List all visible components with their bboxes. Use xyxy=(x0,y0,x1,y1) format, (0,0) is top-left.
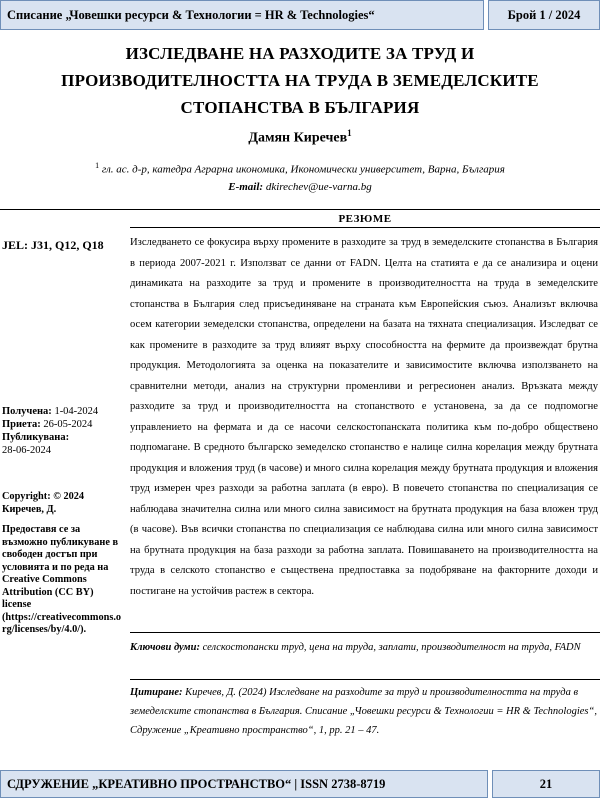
article-title: ИЗСЛЕДВАНЕ НА РАЗХОДИТЕ ЗА ТРУД И ПРОИЗВОДИТЕЛНОСТТА НА ТРУДА В ЗЕМЕДЕЛСКИТЕ СТОПАНСТВА В БЪЛГАРИЯ xyxy=(61,44,539,117)
author xyxy=(0,128,600,147)
page-footer xyxy=(0,770,600,800)
copyright-block xyxy=(2,491,124,637)
page-number: 21 xyxy=(492,770,600,798)
affiliation-sup: 1 xyxy=(95,161,100,170)
published-date: 28-06-2024 xyxy=(2,445,51,456)
journal-title: Списание „Човешки ресурси & Технологии = HR & Technologies“ xyxy=(0,0,484,30)
page-header xyxy=(0,0,600,32)
keywords-text: селскостопански труд, цена на труда, заплати, производителност на труда, FADN xyxy=(202,642,581,653)
license-text: Предоставя се за възможно публикуване в свободен достъп при условията и по реда на Creative Commons Attribution (CC BY) license (https://creativecommons.org/licenses/by/4.0/). xyxy=(2,524,122,635)
email-address[interactable]: dkirechev@ue-varna.bg xyxy=(265,181,372,193)
keywords-label: Ключови думи: xyxy=(130,642,200,653)
divider-top xyxy=(0,209,600,210)
dates-block xyxy=(2,405,124,457)
citation-text: Киречев, Д. (2024) Изследване на разходите за труд и производителността на труда в земеделските стопанства в България. Списание „Човешки ресурси & Технологии = HR & Technologies“, Сдружение „Креативно пространство“, 1, pp. 21 – 47. xyxy=(130,687,597,736)
keywords xyxy=(130,638,598,657)
received-date: 1-04-2024 xyxy=(54,406,99,417)
divider-citation xyxy=(130,679,600,680)
author-name: Дамян Киречев xyxy=(248,130,348,146)
publisher-issn: СДРУЖЕНИЕ „КРЕАТИВНО ПРОСТРАНСТВО“ | ISSN 2738-8719 xyxy=(0,770,488,798)
received-row xyxy=(2,405,124,418)
accepted-row xyxy=(2,418,124,431)
accepted-date: 26-05-2024 xyxy=(43,419,93,430)
affiliation xyxy=(20,161,580,176)
affiliation-text: гл. ас. д-р, катедра Аграрна икономика, Икономически университет, Варна, България xyxy=(101,163,505,176)
abstract-heading: РЕЗЮМЕ xyxy=(338,213,392,225)
divider-keywords xyxy=(130,632,600,633)
issue-number: Брой 1 / 2024 xyxy=(488,0,600,30)
copyright: Copyright: © 2024 Киречев, Д. xyxy=(2,491,85,515)
citation xyxy=(130,683,598,740)
author-sup: 1 xyxy=(347,128,352,138)
divider-abstract xyxy=(130,227,600,228)
citation-label: Цитиране: xyxy=(130,687,183,698)
accepted-label: Приета: xyxy=(2,419,41,430)
email-label: E-mail: xyxy=(228,181,264,193)
jel-codes: JEL: J31, Q12, Q18 xyxy=(2,238,104,252)
received-label: Получена: xyxy=(2,406,52,417)
published-label: Публикувана: xyxy=(2,432,70,443)
abstract-text: Изследването се фокусира върху промените в разходите за труд в земеделските стопанства в България в периода 2007-2021 г. Използват се данни от FADN. Целта на статията е да се анализира и оцени динамиката на разходите за труд и промените в производителността на труда в земеделските стопанства в България след присъединяване на страната към Европейския съюз. Анализът включва осем категории земеделски стопанства, определени на базата на тяхната специализация. Изследват се как промените в разходите за труд влияят върху способността на фермите да произвеждат брутна продукция. Методологията за оценка на показателите и зависимостите включва използването на сравнителни методи, анализ на структурни променливи и регресионен анализ. Връзката между разходите за труд и производителността на стопанството е установена, за да се подпомогне управлението на фермата и да се насочи селскостопанската политика към по-добро обществено подпомагане. В средното българско земеделско стопанство е налице силна корелация между брутната продукция и вложения труд (в часове) и много силна корелация между брутната продукция и вложения труд измерен чрез разходи за работна заплата (в евро). В повечето стопанства по специализация се наблюдава значителна силна или много силна зависимост на брутната продукция на база вложен труд (в часове). Във всички стопанства по специализация се наблюдава силна или много силна зависимост на брутната продукция на база разходи за работна заплата. Повишаването на производителността на труда в селското стопанство е съществена предпоставка за подобряване на факторните доходи и постигане на устойчив растеж в сектора. xyxy=(130,237,598,597)
email-line xyxy=(20,181,580,193)
